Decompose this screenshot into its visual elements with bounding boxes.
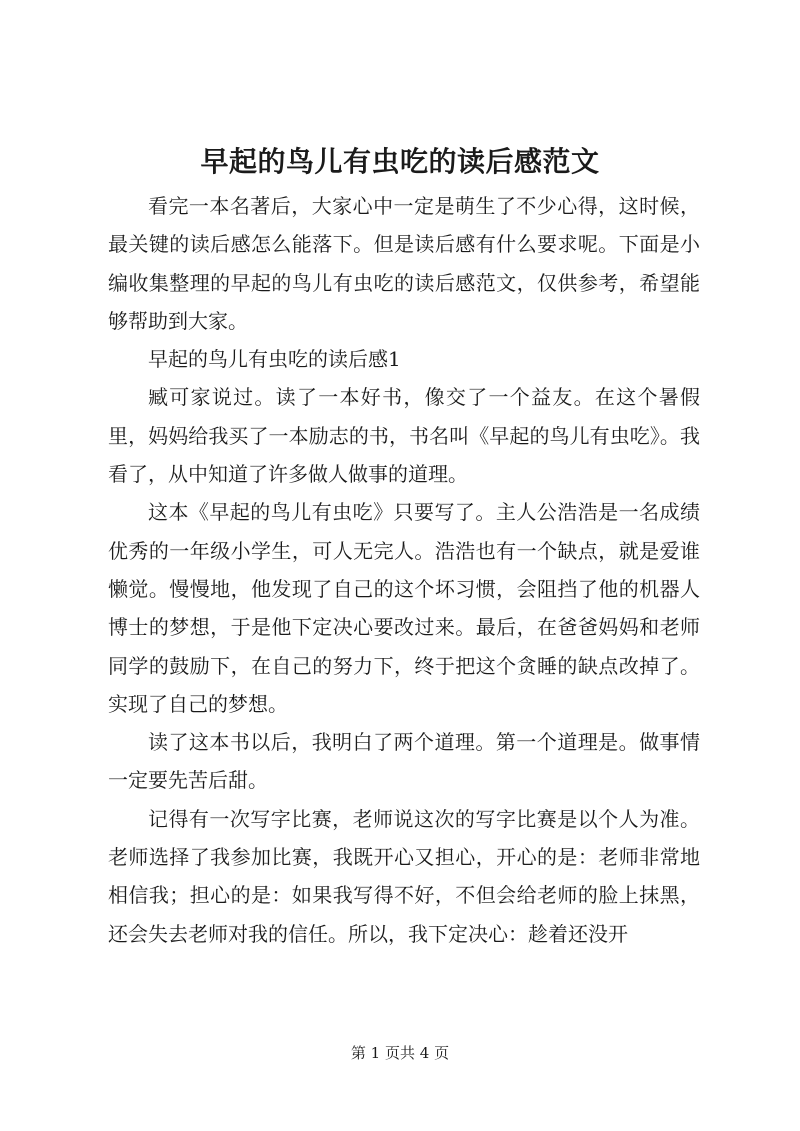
body-paragraph: 读了这本书以后，我明白了两个道理。第一个道理是。做事情一定要先苦后甜。 [108,730,700,793]
intro-paragraph: 看完一本名著后，大家心中一定是萌生了不少心得，这时候，最关键的读后感怎么能落下。但是读后感有什么要求呢。下面是小编收集整理的早起的鸟儿有虫吃的读后感范文，仅供参考，希望能够帮助到大家。 [108,194,700,333]
page-number: 第 1 页 [350,1044,400,1062]
body-paragraph: 臧可家说过。读了一本好书，像交了一个益友。在这个暑假里，妈妈给我买了一本励志的书，书名叫《早起的鸟儿有虫吃》。我看了，从中知道了许多做人做事的道理。 [108,385,700,487]
body-paragraph: 记得有一次写字比赛，老师说这次的写字比赛是以个人为准。老师选择了我参加比赛，我既开心又担心，开心的是：老师非常地相信我；担心的是：如果我写得不好，不但会给老师的脸上抹黑，还会失去老师对我的信任。所以，我下定决心：趁着还没开 [108,806,700,946]
page-footer [0,1043,800,1063]
document-title: 早起的鸟儿有虫吃的读后感范文 [200,145,600,178]
document-body [108,187,700,953]
page-total: 共 4 页 [400,1044,450,1062]
section-heading: 早起的鸟儿有虫吃的读后感1 [148,347,401,372]
body-paragraph: 这本《早起的鸟儿有虫吃》只要写了。主人公浩浩是一名成绩优秀的一年级小学生，可人无完人。浩浩也有一个缺点，就是爱谁懒觉。慢慢地，他发现了自己的这个坏习惯，会阻挡了他的机器人博士的梦想，于是他下定决心要改过来。最后，在爸爸妈妈和老师同学的鼓励下，在自己的努力下，终于把这个贪睡的缺点改掉了。实现了自己的梦想。 [108,500,700,716]
